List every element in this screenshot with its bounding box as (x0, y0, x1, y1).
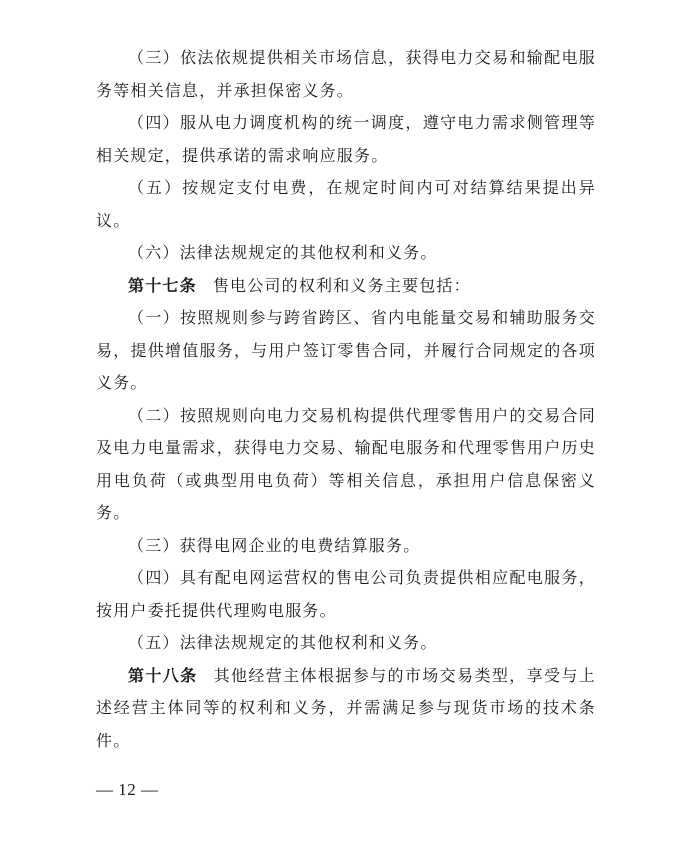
paragraph-item-3 (96, 42, 596, 107)
paragraph-item-1 (96, 302, 596, 400)
paragraph-text: （五）按规定支付电费，在规定时间内可对结算结果提出异议。 (96, 178, 596, 230)
document-body (96, 42, 596, 757)
article-text: 其他经营主体根据参与的市场交易类型，享受与上述经营主体同等的权利和义务，并需满足参与现货市场的技术条件。 (96, 665, 596, 750)
paragraph-item-4 (96, 107, 596, 172)
article-heading: 第十七条 (128, 275, 197, 295)
paragraph-item-5b (96, 627, 596, 660)
paragraph-item-2 (96, 400, 596, 530)
article-17 (96, 270, 596, 303)
paragraph-item-5 (96, 172, 596, 237)
paragraph-text: （三）获得电网企业的电费结算服务。 (128, 535, 421, 555)
paragraph-text: （三）依法依规提供相关市场信息，获得电力交易和输配电服务等相关信息，并承担保密义务。 (96, 48, 596, 100)
page-number: — 12 — (96, 780, 159, 799)
paragraph-text: （四）具有配电网运营权的售电公司负责提供相应配电服务，按用户委托提供代理购电服务。 (96, 568, 596, 620)
article-heading: 第十八条 (128, 665, 198, 685)
paragraph-text: （二）按照规则向电力交易机构提供代理零售用户的交易合同及电力电量需求，获得电力交易、输配电服务和代理零售用户历史用电负荷（或典型用电负荷）等相关信息，承担用户信息保密义务。 (96, 405, 596, 522)
paragraph-text: （四）服从电力调度机构的统一调度，遵守电力需求侧管理等相关规定，提供承诺的需求响应服务。 (96, 113, 596, 165)
paragraph-item-6 (96, 237, 596, 270)
paragraph-text: （五）法律法规规定的其他权利和义务。 (128, 633, 438, 652)
paragraph-text: （一）按照规则参与跨省跨区、省内电能量交易和辅助服务交易，提供增值服务，与用户签订零售合同，并履行合同规定的各项义务。 (96, 308, 596, 392)
paragraph-item-4b (96, 562, 596, 627)
paragraph-item-3b (96, 530, 596, 563)
article-text: 售电公司的权利和义务主要包括： (212, 275, 471, 295)
paragraph-text: （六）法律法规规定的其他权利和义务。 (128, 243, 438, 262)
article-18 (96, 660, 596, 758)
